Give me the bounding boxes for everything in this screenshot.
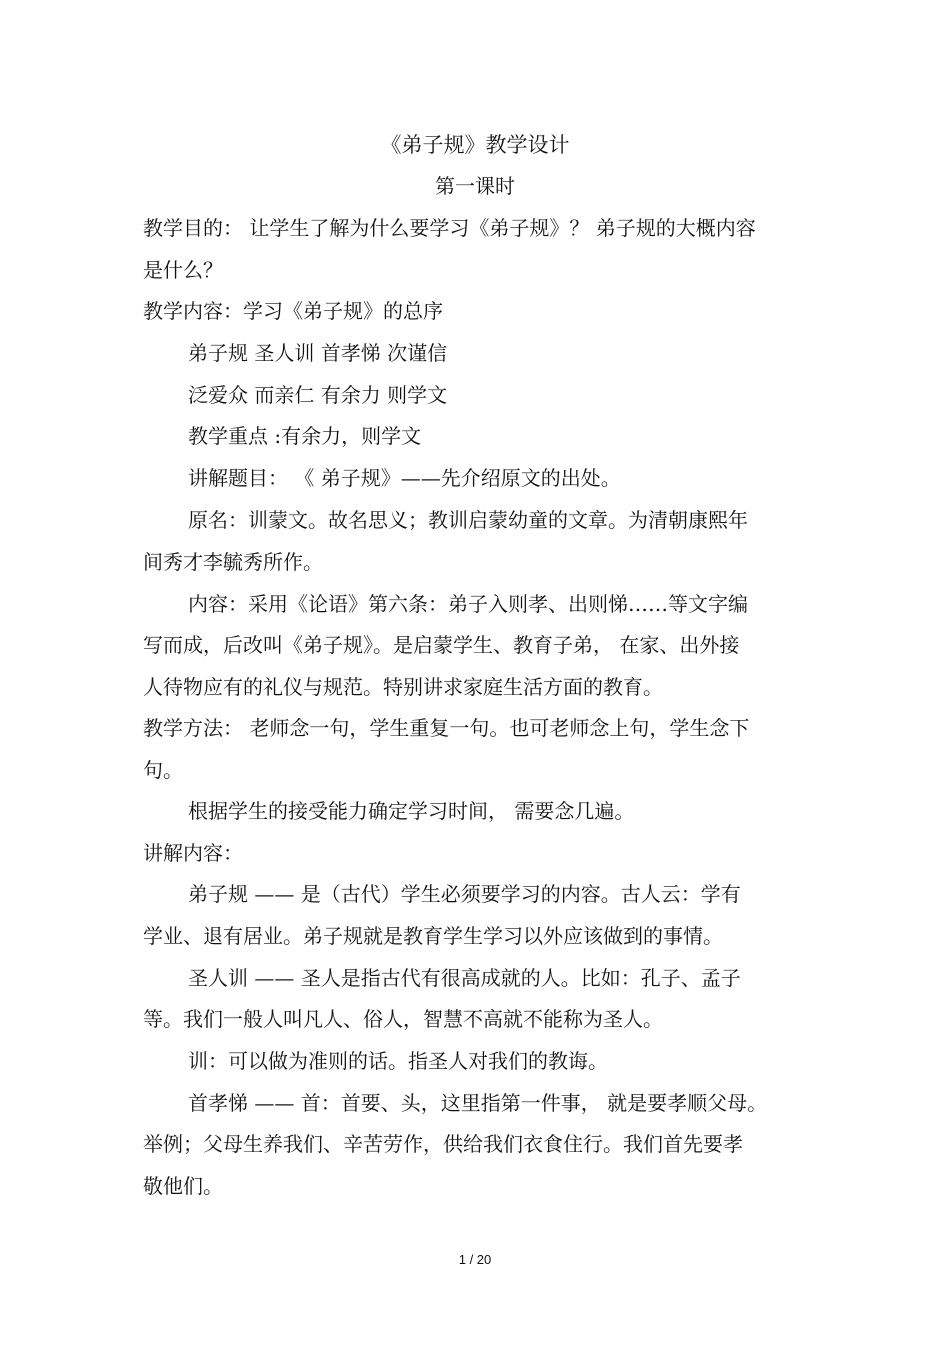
document-subtitle: 第一课时 [435,174,515,198]
text-line-12: 人待物应有的礼仪与规范。特别讲求家庭生活方面的教育。 [143,675,663,699]
text-line-2: 是什么？ [143,258,223,282]
text-line-22: 首孝悌 —— 首：首要、头，这里指第一件事， 就是要孝顺父母。 [188,1091,768,1115]
text-line-20: 等。我们一般人叫凡人、俗人，智慧不高就不能称为圣人。 [143,1007,663,1031]
text-line-9: 间秀才李毓秀所作。 [143,550,323,574]
text-line-8: 原名：训蒙文。故名思义；教训启蒙幼童的文章。为清朝康熙年 [188,508,748,532]
text-line-6: 教学重点 :有余力，则学文 [188,424,422,448]
text-line-21: 训：可以做为准则的话。指圣人对我们的教诲。 [188,1049,608,1073]
text-line-5: 泛爱众 而亲仁 有余力 则学文 [188,383,448,407]
text-line-13: 教学方法： 老师念一句，学生重复一句。也可老师念上句，学生念下 [143,716,750,740]
text-line-7: 讲解题目： 《 弟子规》——先介绍原文的出处。 [188,466,621,490]
text-line-16: 讲解内容： [143,841,243,865]
text-line-10: 内容：采用《论语》第六条：弟子入则孝、出则悌……等文字编 [188,592,748,616]
text-line-23: 举例；父母生养我们、辛苦劳作，供给我们衣食住行。我们首先要孝 [143,1132,743,1156]
text-line-24: 敬他们。 [143,1174,223,1198]
page-number: 1 / 20 [458,1252,492,1267]
text-line-4: 弟子规 圣人训 首孝悌 次谨信 [188,341,448,365]
text-line-18: 学业、退有居业。弟子规就是教育学生学习以外应该做到的事情。 [143,924,723,948]
text-line-11: 写而成，后改叫《弟子规》。是启蒙学生、教育子弟， 在家、出外接 [143,633,740,657]
text-line-15: 根据学生的接受能力确定学习时间， 需要念几遍。 [188,799,635,823]
text-line-3: 教学内容：学习《弟子规》的总序 [143,299,443,323]
text-line-17: 弟子规 —— 是（古代）学生必须要学习的内容。古人云：学有 [188,882,741,906]
document-title: 《弟子规》教学设计 [380,133,570,157]
text-line-19: 圣人训 —— 圣人是指古代有很高成就的人。比如：孔子、孟子 [188,966,741,990]
text-line-1: 教学目的： 让学生了解为什么要学习《弟子规》？ 弟子规的大概内容 [143,216,756,240]
text-line-14: 句。 [143,758,183,782]
